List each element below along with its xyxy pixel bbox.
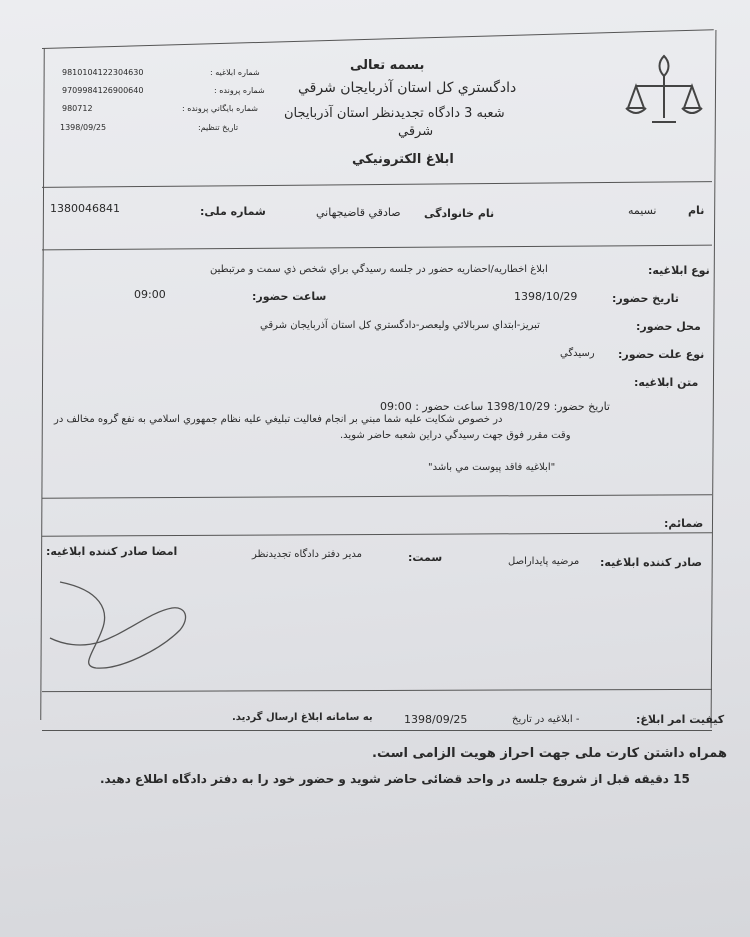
branch-title-line1: شعبه 3 دادگاه تجديدنظر استان آذربايجان xyxy=(284,106,505,121)
post-value: مدير دفتر دادگاه تجديدنظر xyxy=(252,549,362,560)
divider-issuer xyxy=(42,689,712,692)
family-label: نام خانوادگی xyxy=(424,207,495,220)
meta-value-archive-number: 980712 xyxy=(62,104,93,113)
meta-label-issue-date: تاريخ تنظيم: xyxy=(198,123,239,132)
attendance-time-value: 09:00 xyxy=(134,288,166,301)
divider-delivery xyxy=(42,730,712,731)
divider-person xyxy=(42,245,712,251)
notice-type-label: نوع ابلاغيه: xyxy=(648,264,710,277)
document-title: ابلاغ الكترونيكي xyxy=(352,152,454,167)
divider-attachments xyxy=(42,532,712,537)
attendance-date-label: تاريخ حضور: xyxy=(612,292,679,305)
reason-label: نوع علت حضور: xyxy=(618,348,705,361)
attendance-time-label: ساعت حضور: xyxy=(252,290,327,303)
national-id-label: شماره ملی: xyxy=(200,205,266,218)
national-id-value: 1380046841 xyxy=(50,202,120,215)
post-label: سمت: xyxy=(408,551,443,564)
family-value: صادقي قاضيجهاني xyxy=(316,206,401,219)
court-general-title: دادگستري كل استان آذربايجان شرقي xyxy=(298,80,517,96)
basmala: بسمه تعالی xyxy=(350,58,425,73)
signature-label: امضا صادر كننده ابلاغيه: xyxy=(46,545,178,558)
attachments-label: ضمائم: xyxy=(664,517,704,530)
divider-header xyxy=(42,181,712,188)
delivery-part1: - ابلاغيه در تاريخ xyxy=(512,714,580,725)
issuer-label: صادر كننده ابلاغيه: xyxy=(600,556,702,569)
branch-title-line2: شرقي xyxy=(398,124,434,139)
judiciary-emblem-icon xyxy=(622,48,706,132)
divider-details xyxy=(42,494,712,499)
reason-value: رسيدگي xyxy=(560,348,595,359)
delivery-label: كيفيت امر ابلاغ: xyxy=(636,713,725,726)
handwritten-signature xyxy=(40,570,200,680)
attendance-date-value: 1398/10/29 xyxy=(514,290,578,303)
meta-value-issue-date: 1398/09/25 xyxy=(60,123,107,132)
footer-note-1: همراه داشتن كارت ملی جهت احراز هويت الزامی است. xyxy=(372,746,727,761)
notice-text-line1: تاريخ حضور: 1398/10/29 ساعت حضور : 09:00 xyxy=(380,400,610,413)
notice-text-label: متن ابلاغيه: xyxy=(634,376,699,389)
name-label: نام xyxy=(688,204,705,217)
footer-note-2: 15 دقيقه قبل از شروع جلسه در واحد قضائی حاضر شويد و حضور خود را به دفتر دادگاه اطلاع دهيد. xyxy=(100,772,690,786)
meta-value-case-number: 9709984126900640 xyxy=(62,86,144,95)
frame-top xyxy=(42,29,714,49)
notice-text-line2: در خصوص شكايت عليه شما مبني بر انجام فعاليت تبليغي عليه نظام جمهوري اسلامي به نفع گروه مخالف در xyxy=(54,414,503,425)
delivery-date: 1398/09/25 xyxy=(404,713,468,726)
meta-label-notice-number: شماره ابلاغيه : xyxy=(210,68,260,77)
delivery-part2: به سامانه ابلاغ ارسال گرديد. xyxy=(232,712,373,723)
meta-label-archive-number: شماره بايگاني پرونده : xyxy=(182,104,258,113)
name-value: نسيمه xyxy=(628,204,657,217)
notice-type-value: ابلاغ اخطاريه/احضاريه حضور در جلسه رسيدگي براي شخص ذي سمت و مرتبطين xyxy=(210,264,548,275)
meta-label-case-number: شماره پرونده : xyxy=(214,86,265,95)
notice-text-line3: وقت مقرر فوق جهت رسيدگي دراين شعبه حاضر شويد. xyxy=(340,430,571,441)
attendance-place-label: محل حضور: xyxy=(636,320,701,333)
issuer-value: مرضيه پايداراصل xyxy=(508,556,580,567)
attendance-place-value: تبريز-ابتداي سربالائي وليعصر-دادگستري كل استان آذربايجان شرقي xyxy=(260,320,540,331)
frame-right xyxy=(711,30,717,728)
notice-text-line4: "ابلاغيه فاقد پيوست مي باشد" xyxy=(428,462,556,473)
meta-value-notice-number: 9810104122304630 xyxy=(62,68,144,77)
